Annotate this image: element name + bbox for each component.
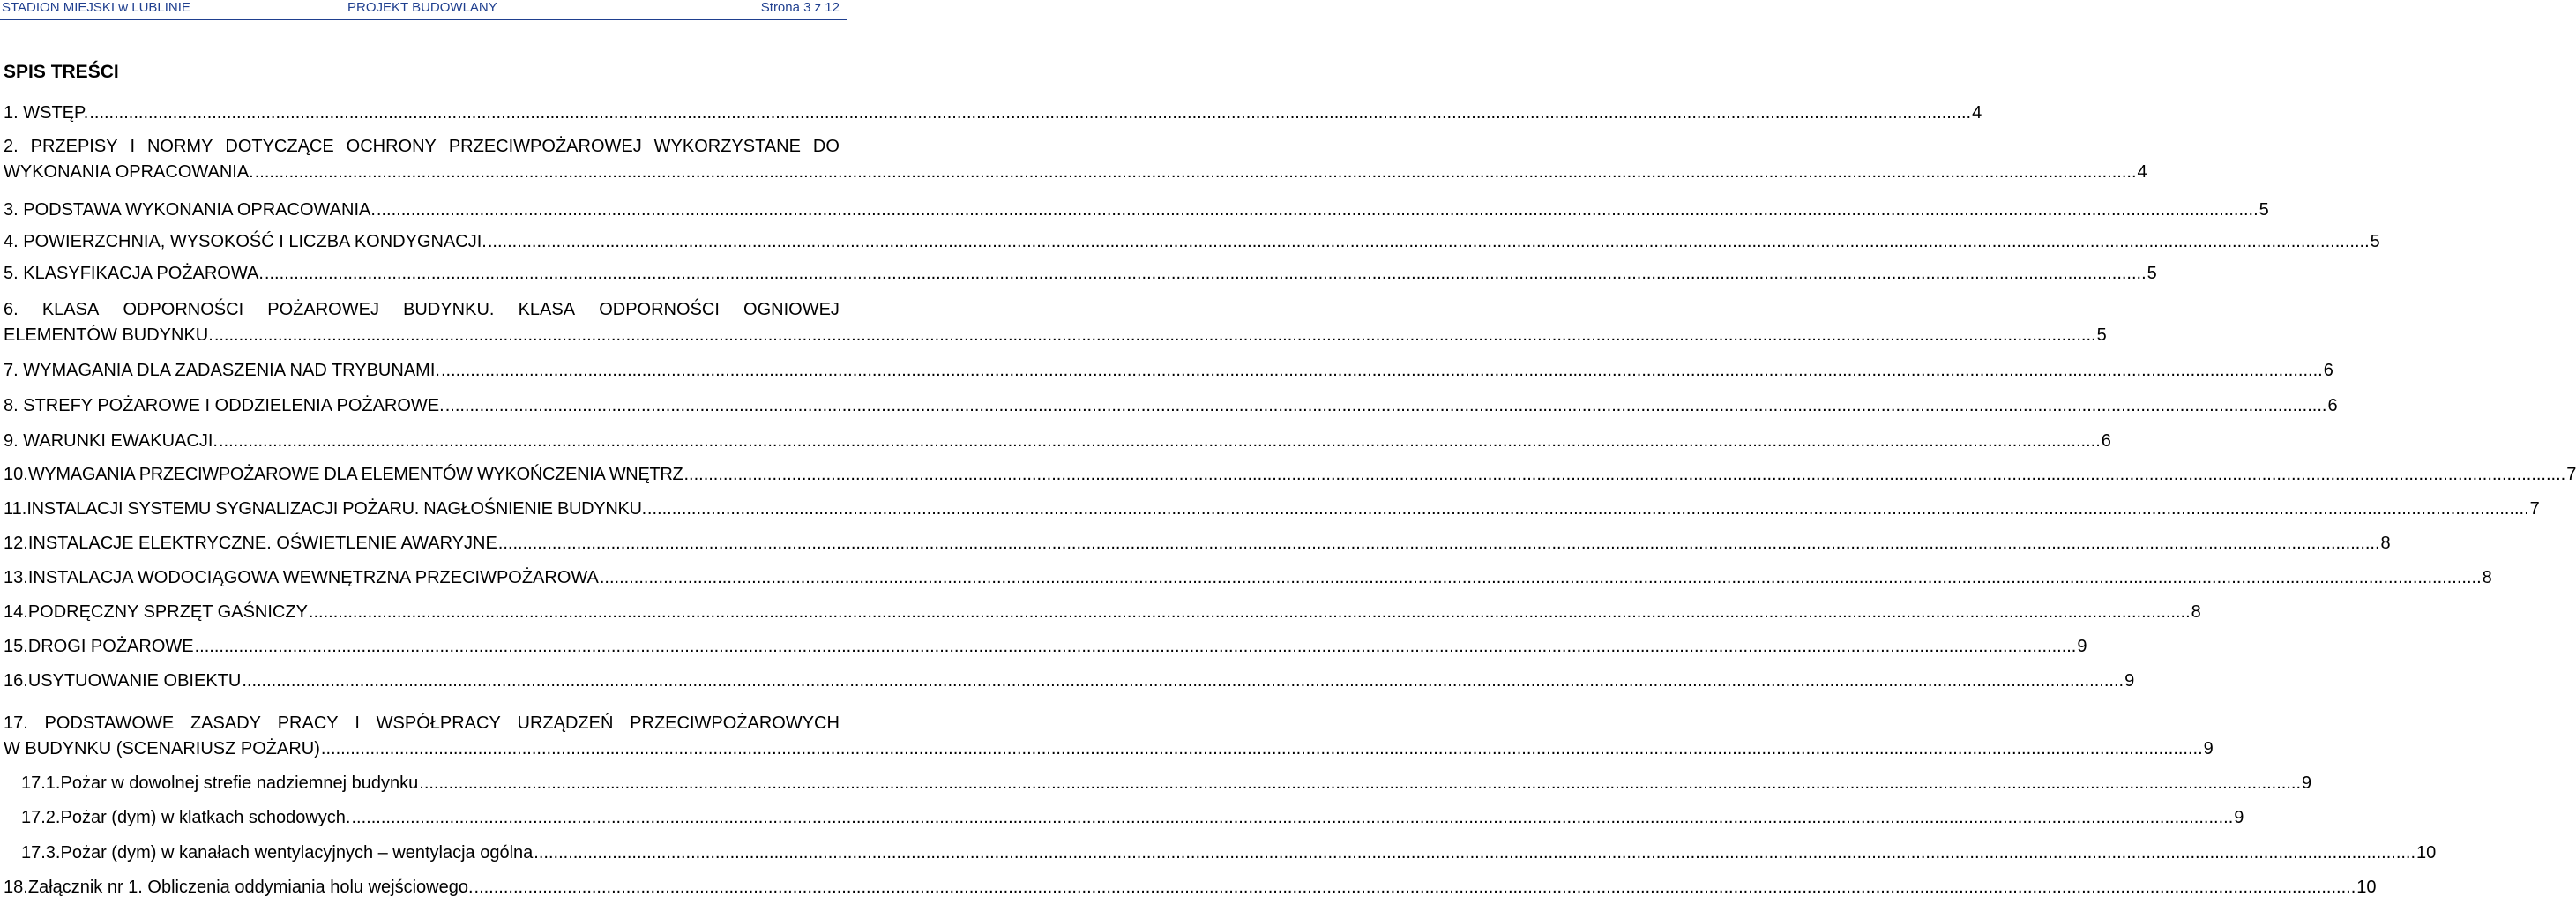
- toc-entry-17-1[interactable]: [4, 773, 2312, 800]
- toc-word: I: [130, 137, 136, 156]
- toc-leader-dots: [600, 568, 2482, 588]
- toc-leader-dots: [498, 534, 2380, 554]
- toc-entry-text: WYMAGANIA PRZECIWPOŻAROWE DLA ELEMENTÓW WYKOŃCZENIA WNĘTRZ: [27, 465, 683, 484]
- toc-word: POŻAROWEJ: [267, 300, 379, 319]
- toc-word: URZĄDZEŃ: [517, 713, 614, 733]
- toc-entry-page: 8: [2380, 534, 2391, 553]
- toc-word: 17.: [4, 713, 28, 733]
- toc-word: BUDYNKU.: [403, 300, 495, 319]
- toc-word: ODPORNOŚCI: [123, 300, 244, 319]
- toc-word: 2.: [4, 137, 19, 156]
- toc-entry-3[interactable]: [4, 200, 2269, 227]
- toc-entry-text: 3. PODSTAWA WYKONANIA OPRACOWANIA.: [4, 200, 376, 220]
- toc-word: DO: [812, 137, 840, 156]
- toc-entry-number: 15.: [4, 637, 28, 656]
- toc-entry-number: 10.: [4, 465, 28, 484]
- toc-word: PRZEPISY: [30, 137, 118, 156]
- toc-entry-text: 1. WSTĘP.: [4, 103, 89, 123]
- toc-entry-number: 12.: [4, 534, 28, 553]
- toc-entry-8[interactable]: [4, 396, 2338, 422]
- toc-entry-number: 14.: [4, 602, 28, 622]
- toc-entry-page: 9: [2302, 773, 2312, 793]
- toc-leader-dots: [419, 773, 2301, 794]
- toc-entry-text: PODRĘCZNY SPRZĘT GAŚNICZY: [27, 602, 308, 622]
- toc-entry-text: 8. STREFY POŻAROWE I ODDZIELENIA POŻAROWE.: [4, 396, 444, 415]
- toc-entry-text: INSTALACJE ELEKTRYCZNE. OŚWIETLENIE AWARYJNE: [27, 534, 497, 553]
- toc-entry-11[interactable]: [4, 499, 2540, 526]
- toc-entry-2[interactable]: [4, 162, 2147, 189]
- toc-word: OCHRONY: [346, 137, 437, 156]
- toc-entry-page: 5: [2370, 232, 2380, 251]
- toc-entry-text: 5. KLASYFIKACJA POŻAROWA.: [4, 264, 264, 283]
- toc-entry-17-line1[interactable]: [4, 713, 840, 734]
- toc-entry-page: 10: [2356, 878, 2377, 897]
- toc-entry-6[interactable]: [4, 325, 2107, 352]
- toc-word: OGNIOWEJ: [743, 300, 840, 319]
- toc-entry-13[interactable]: [4, 568, 2492, 594]
- toc-leader-dots: [441, 361, 2323, 381]
- toc-entry-17-2[interactable]: [4, 808, 2244, 834]
- toc-leader-dots: [534, 843, 2415, 863]
- toc-word: ZASADY: [190, 713, 261, 733]
- toc-leader-dots: [255, 162, 2137, 183]
- toc-entry-page: 4: [1972, 103, 1982, 123]
- toc-entry-page: 5: [2096, 325, 2107, 345]
- toc-entry-page: 9: [2124, 671, 2135, 691]
- toc-word: WYKORZYSTANE: [653, 137, 801, 156]
- toc-leader-dots: [647, 499, 2529, 519]
- toc-leader-dots: [474, 878, 2356, 898]
- page-header: [0, 0, 847, 19]
- toc-entry-page: 4: [2137, 162, 2147, 182]
- header-divider: [0, 19, 847, 20]
- toc-word: PODSTAWOWE: [44, 713, 175, 733]
- toc-word: KLASA: [518, 300, 576, 319]
- toc-entry-18[interactable]: [4, 878, 2377, 904]
- toc-leader-dots: [683, 465, 2565, 485]
- toc-entry-text: Pożar (dym) w klatkach schodowych.: [60, 808, 351, 827]
- toc-entry-page: 8: [2482, 568, 2492, 587]
- toc-leader-dots: [195, 637, 2077, 657]
- toc-entry-17[interactable]: [4, 739, 2214, 766]
- toc-entry-2-line1[interactable]: [4, 137, 840, 157]
- toc-leader-dots: [242, 671, 2124, 691]
- toc-word: 6.: [4, 300, 19, 319]
- toc-leader-dots: [219, 431, 2101, 452]
- toc-entry-number: 17.3.: [21, 843, 61, 863]
- toc-entry-text: DROGI POŻAROWE: [27, 637, 194, 656]
- toc-entry-text: 7. WYMAGANIA DLA ZADASZENIA NAD TRYBUNAMI.: [4, 361, 440, 380]
- toc-entry-number: 13.: [4, 568, 28, 587]
- toc-leader-dots: [445, 396, 2327, 416]
- toc-entry-15[interactable]: [4, 637, 2087, 663]
- toc-word: WSPÓŁPRACY: [376, 713, 501, 733]
- toc-entry-number: 18.: [4, 878, 28, 897]
- toc-entry-text: USYTUOWANIE OBIEKTU: [27, 671, 242, 691]
- toc-entry-number: 16.: [4, 671, 28, 691]
- toc-word: PRZECIWPOŻAROWYCH: [630, 713, 840, 733]
- toc-entry-number: 17.2.: [21, 808, 61, 827]
- toc-entry-12[interactable]: [4, 534, 2391, 560]
- toc-leader-dots: [352, 808, 2234, 828]
- header-project-site: STADION MIEJSKI w LUBLINIE: [2, 0, 190, 15]
- toc-entry-number: 11.: [4, 499, 27, 519]
- toc-entry-text: W BUDYNKU (SCENARIUSZ POŻARU): [4, 739, 320, 758]
- toc-entry-7[interactable]: [4, 361, 2333, 387]
- toc-entry-text: INSTALACJI SYSTEMU SYGNALIZACJI POŻARU. NAGŁOŚNIENIE BUDYNKU.: [26, 499, 646, 519]
- toc-entry-text: Załącznik nr 1. Obliczenia oddymiania holu wejściowego.: [27, 878, 474, 897]
- header-document-type: PROJEKT BUDOWLANY: [347, 0, 497, 15]
- toc-word: NORMY: [146, 137, 213, 156]
- toc-entry-5[interactable]: [4, 264, 2157, 290]
- toc-entry-page: 5: [2147, 264, 2157, 283]
- toc-leader-dots: [321, 739, 2203, 759]
- toc-entry-page: 7: [2566, 465, 2576, 484]
- toc-leader-dots: [89, 103, 1971, 123]
- toc-leader-dots: [309, 602, 2191, 623]
- toc-entry-text: INSTALACJA WODOCIĄGOWA WEWNĘTRZNA PRZECIWPOŻAROWA: [27, 568, 599, 587]
- toc-entry-text: 9. WARUNKI EWAKUACJI.: [4, 431, 218, 451]
- toc-entry-page: 6: [2323, 361, 2333, 380]
- toc-entry-6-line1[interactable]: [4, 300, 840, 320]
- toc-entry-page: 7: [2529, 499, 2540, 519]
- toc-word: ODPORNOŚCI: [599, 300, 720, 319]
- toc-leader-dots: [214, 325, 2096, 346]
- toc-entry-16[interactable]: [4, 671, 2135, 698]
- header-page-number: Strona 3 z 12: [760, 0, 840, 15]
- toc-entry-14[interactable]: [4, 602, 2201, 629]
- toc-entry-page: 8: [2191, 602, 2201, 622]
- toc-word: DOTYCZĄCE: [225, 137, 334, 156]
- toc-word: KLASA: [41, 300, 100, 319]
- toc-entry-page: 5: [2259, 200, 2269, 220]
- toc-entry-17-3[interactable]: [4, 843, 2437, 870]
- toc-entry-page: 10: [2416, 843, 2437, 863]
- toc-leader-dots: [377, 200, 2259, 220]
- toc-entry-number: 17.1.: [21, 773, 61, 793]
- toc-entry-page: 9: [2077, 637, 2087, 656]
- toc-entry-text: Pożar (dym) w kanałach wentylacyjnych – wentylacja ogólna: [60, 843, 534, 863]
- toc-entry-page: 6: [2101, 431, 2111, 451]
- toc-word: PRACY: [277, 713, 339, 733]
- toc-title: SPIS TREŚCI: [4, 62, 119, 82]
- toc-leader-dots: [488, 232, 2370, 252]
- toc-leader-dots: [265, 264, 2147, 284]
- toc-entry-text: Pożar w dowolnej strefie nadziemnej budynku: [60, 773, 419, 793]
- toc-entry-page: 6: [2327, 396, 2338, 415]
- toc-entry-9[interactable]: [4, 431, 2111, 458]
- toc-entry-text: WYKONANIA OPRACOWANIA.: [4, 162, 254, 182]
- toc-entry-page: 9: [2203, 739, 2214, 758]
- toc-entry-4[interactable]: [4, 232, 2380, 258]
- toc-entry-1[interactable]: [4, 103, 1982, 130]
- toc-entry-text: ELEMENTÓW BUDYNKU.: [4, 325, 213, 345]
- toc-entry-page: 9: [2234, 808, 2244, 827]
- toc-entry-10[interactable]: [4, 465, 2576, 491]
- toc-word: PRZECIWPOŻAROWEJ: [448, 137, 642, 156]
- toc-word: I: [355, 713, 360, 733]
- toc-entry-text: 4. POWIERZCHNIA, WYSOKOŚĆ I LICZBA KONDYGNACJI.: [4, 232, 487, 251]
